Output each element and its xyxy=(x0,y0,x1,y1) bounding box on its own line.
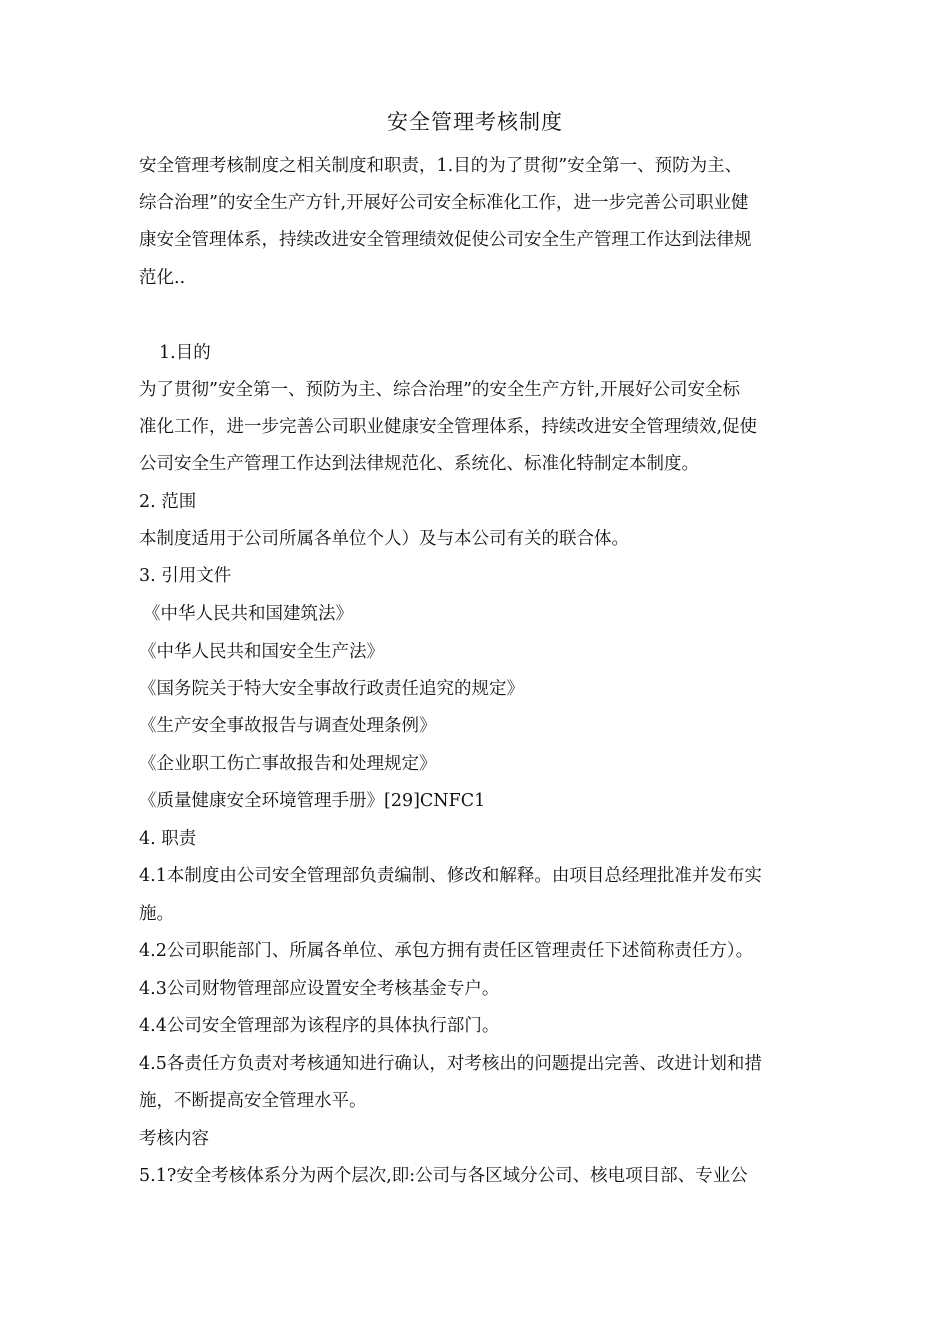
content-5-1-line-1: 5.1?安全考核体系分为两个层次,即:公司与各区域分公司、核电项目部、专业公 xyxy=(139,1166,748,1186)
section-heading-content: 考核内容 xyxy=(139,1129,209,1149)
duty-4-1-line-1: 4.1本制度由公司安全管理部负责编制、修改和解释。由项目总经理批准并发布实 xyxy=(139,866,762,886)
intro-line-2: 综合治理”的安全生产方针,开展好公司安全标准化工作，进一步完善公司职业健 xyxy=(139,193,749,213)
reference-item: 《中华人民共和国安全生产法》 xyxy=(139,642,384,662)
section-heading-references: 3. 引用文件 xyxy=(139,566,232,586)
duty-4-1-line-2: 施。 xyxy=(139,904,174,924)
duty-4-5-line-1: 4.5各责任方负责对考核通知进行确认，对考核出的问题提出完善、改进计划和措 xyxy=(139,1054,762,1074)
reference-item: 《国务院关于特大安全事故行政责任追究的规定》 xyxy=(139,679,524,699)
intro-line-4: 范化.. xyxy=(139,268,186,288)
section-heading-scope: 2. 范围 xyxy=(139,492,197,512)
duty-4-5-line-2: 施，不断提高安全管理水平。 xyxy=(139,1091,367,1111)
duty-4-2: 4.2公司职能部门、所属各单位、承包方拥有责任区管理责任下述简称责任方）。 xyxy=(139,941,754,961)
intro-line-3: 康安全管理体系，持续改进安全管理绩效促使公司安全生产管理工作达到法律规 xyxy=(139,230,752,250)
duty-4-3: 4.3公司财物管理部应设置安全考核基金专户。 xyxy=(139,979,500,999)
scope-line-1: 本制度适用于公司所属各单位个人）及与本公司有关的联合体。 xyxy=(139,529,629,549)
section-heading-purpose: 1.目的 xyxy=(159,343,211,363)
reference-item: 《生产安全事故报告与调查处理条例》 xyxy=(139,716,437,736)
document-title: 安全管理考核制度 xyxy=(387,110,563,134)
purpose-line-1: 为了贯彻”安全第一、预防为主、综合治理”的安全生产方针,开展好公司安全标 xyxy=(139,380,740,400)
reference-item: 《企业职工伤亡事故报告和处理规定》 xyxy=(139,754,437,774)
duty-4-4: 4.4公司安全管理部为该程序的具体执行部门。 xyxy=(139,1016,500,1036)
section-heading-duties: 4. 职责 xyxy=(139,829,197,849)
intro-line-1: 安全管理考核制度之相关制度和职责，1.目的为了贯彻”安全第一、预防为主、 xyxy=(139,156,743,176)
reference-item: 《质量健康安全环境管理手册》[29]CNFC1 xyxy=(139,791,486,811)
purpose-line-2: 准化工作，进一步完善公司职业健康安全管理体系，持续改进安全管理绩效,促使 xyxy=(139,417,758,437)
reference-item: 《中华人民共和国建筑法》 xyxy=(143,604,353,624)
purpose-line-3: 公司安全生产管理工作达到法律规范化、系统化、标准化特制定本制度。 xyxy=(139,454,699,474)
